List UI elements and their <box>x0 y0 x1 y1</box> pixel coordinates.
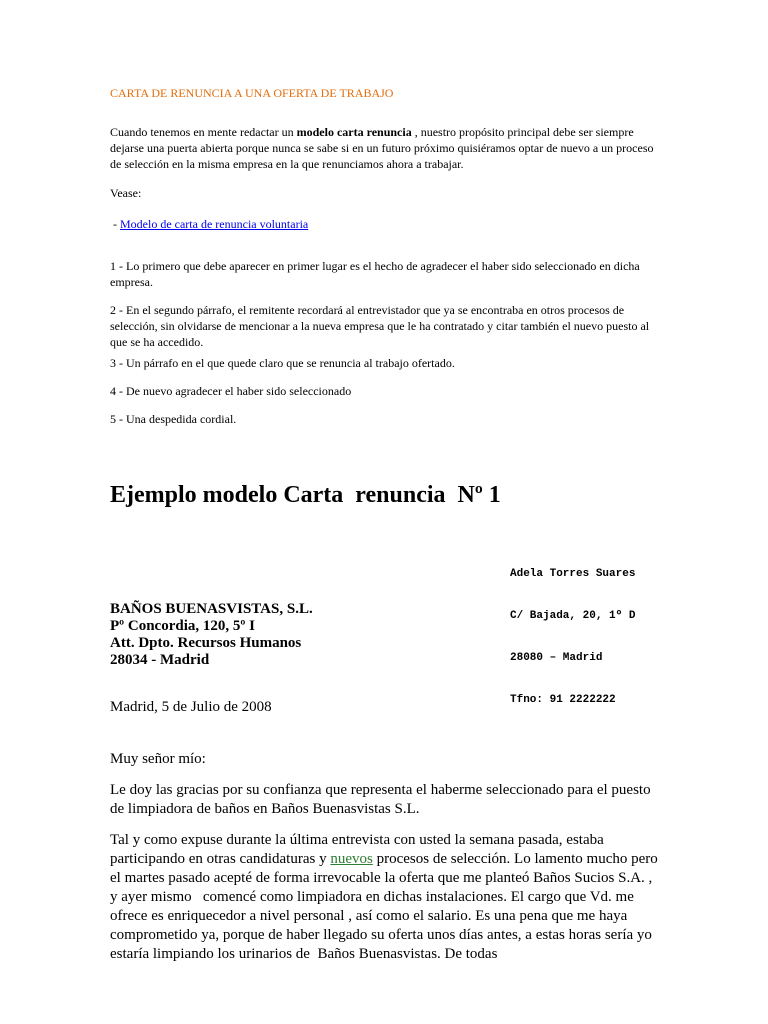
intro-text: Cuando tenemos en mente redactar un <box>110 125 297 139</box>
document-title: CARTA DE RENUNCIA A UNA OFERTA DE TRABAJO <box>110 86 394 100</box>
letter-paragraph-text: Tal y como expuse durante la última entrevista con usted la semana pasada, estaba participando en otras candidaturas y <box>110 832 604 867</box>
step-item: 5 - Una despedida cordial. <box>110 412 237 426</box>
step-item: 2 - En el segundo párrafo, el remitente recordará al entrevistador que ya se encontraba en otros procesos de selección, sin olvidarse de mencionar a la nueva empresa que le ha contratado y citar también el nuevo puesto al que se ha accedido. <box>110 303 650 349</box>
letter-paragraph-text-rest: procesos de selección. Lo lamento mucho pero el martes pasado acepté de forma irrevocable la oferta que me planteó Baños Sucios S.A. , y ayer mismo comencé como limpiadora en dichas instalaciones. El cargo que Vd. me ofrece es enriquecedor a nivel personal , así como el salario. Es una pena que me haya comprometido ya, porque de haber llegado su oferta unos días antes, a estas horas sería yo estaría limpiando los urinarios de Baños Buenasvistas. De todas <box>110 851 662 962</box>
recipient-address: Pº Concordia, 120, 5º I <box>110 618 255 634</box>
letter-paragraph: Le doy las gracias por su confianza que representa el haberme seleccionado para el puesto de limpiadora de baños en Baños Buenasvistas S.L. <box>110 782 651 817</box>
letter-paragraph <box>110 831 662 964</box>
recipient-city: 28034 - Madrid <box>110 652 210 668</box>
letter-greeting: Muy señor mío: <box>110 751 206 767</box>
vease-label: Vease: <box>110 186 142 200</box>
voluntary-resignation-link[interactable]: Modelo de carta de renuncia voluntaria <box>120 217 309 231</box>
sender-street: C/ Bajada, 20, 1º D <box>510 610 636 622</box>
step-item: 1 - Lo primero que debe aparecer en primer lugar es el hecho de agradecer el haber sido seleccionado en dicha empresa. <box>110 259 640 289</box>
step-item: 4 - De nuevo agradecer el haber sido seleccionado <box>110 384 352 398</box>
nuevos-link[interactable]: nuevos <box>330 851 373 867</box>
sender-phone: Tfno: 91 2222222 <box>510 694 616 706</box>
see-also-line <box>110 216 658 232</box>
recipient-address-block <box>110 601 658 669</box>
recipient-attention: Att. Dpto. Recursos Humanos <box>110 635 302 651</box>
letter-date: Madrid, 5 de Julio de 2008 <box>110 699 272 715</box>
intro-bold-term: modelo carta renuncia <box>296 125 412 139</box>
intro-paragraph <box>110 124 658 172</box>
step-item: 3 - Un párrafo en el que quede claro que se renuncia al trabajo ofertado. <box>110 356 455 370</box>
sender-name: Adela Torres Suares <box>510 568 636 580</box>
see-also-prefix: - <box>110 217 120 231</box>
example-heading: Ejemplo modelo Carta renuncia Nº 1 <box>110 482 501 508</box>
intro-text-rest: , nuestro propósito principal debe ser siempre dejarse una puerta abierta porque nunca se sabe si en un futuro próximo quisiéramos optar de nuevo a un proceso de selección en la misma empresa en la que renunciamos ahora a trabajar. <box>110 125 654 171</box>
sender-city: 28080 – Madrid <box>510 652 603 664</box>
recipient-company: BAÑOS BUENASVISTAS, S.L. <box>110 601 313 617</box>
